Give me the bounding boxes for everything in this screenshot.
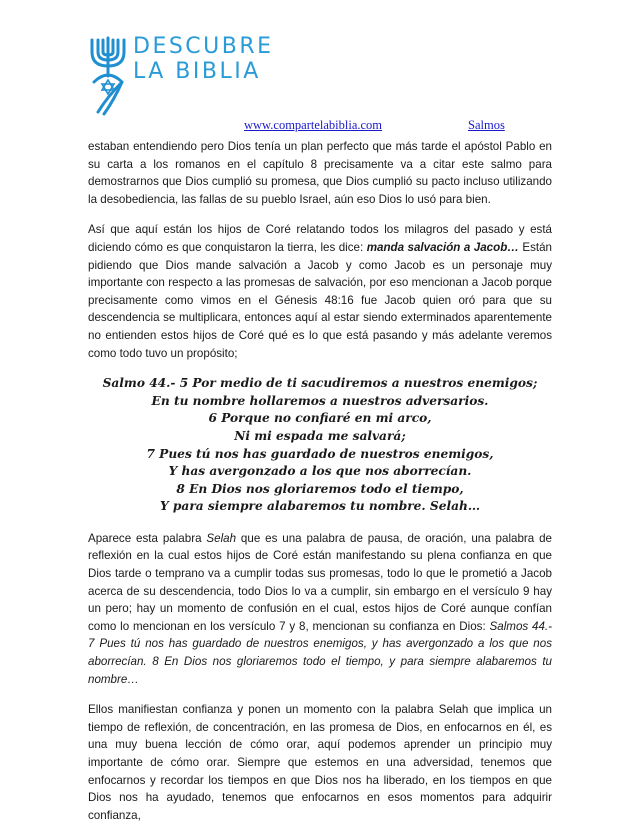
paragraph-3-text-c: que es una palabra de pausa, de oración, una palabra de reflexión en la cual estos hijos de Coré están manifestando su plena confianza en que Dios tarde o temprano va a cumplir todas sus promesas, todo lo que le prometió a Jacob acerca de su descendencia, todo Dios lo va a cumplir, sin embargo en el versículo 9 hay un pero; hay un momento de confusión en el cual, estos hijos de Coré aunque confían como lo mencionan en los versículo 7 y 8, mencionan su confianza en Dios: xyxy=(88,531,552,633)
paragraph-3 xyxy=(88,530,552,688)
paragraph-2-text-a: Así que aquí están los hijos de Coré relatando todos los milagros del pasado y está diciendo cómo es que conquistaron la tierra, les dice: xyxy=(88,223,552,254)
verse-line: Salmo 44.- 5 Por medio de ti sacudiremos a nuestros enemigos; xyxy=(102,376,538,391)
psalm-quote-block xyxy=(88,375,552,516)
verse-line: Y has avergonzado a los que nos aborrecían. xyxy=(168,464,472,479)
logo-line-2: LA BIBLIA xyxy=(133,59,261,84)
logo-wordmark xyxy=(133,34,274,84)
paragraph-3-text-a: Aparece esta palabra xyxy=(88,531,207,545)
verse-line: 6 Porque no confiaré en mi arco, xyxy=(208,411,432,426)
logo-line-1: DESCUBRE xyxy=(133,34,274,59)
paragraph-4: Ellos manifiestan confianza y ponen un momento con la palabra Selah que implica un tiempo de reflexión, de concentración, en las promesa de Dios, en enfocarnos en él, es una muy buena lección de cómo orar, aquí podemos aprender un principio muy importante de cómo orar. Siempre que estemos en una adversidad, tenemos que enfocarnos y recordar los tiempos en que Dios nos ha liberado, en los tiempos en que Dios nos ha ayudado, tenemos que enfocarnos en esos momentos para adquirir confianza, xyxy=(88,703,552,822)
paragraph-2-emphasis: manda salvación a Jacob… xyxy=(366,240,519,254)
verse-line: 7 Pues tú nos has guardado de nuestros enemigos, xyxy=(146,446,494,461)
document-body xyxy=(88,138,552,837)
verse-line: Ni mi espada me salvará; xyxy=(234,428,406,443)
verse-line: En tu nombre hollaremos a nuestros adversarios. xyxy=(151,393,489,408)
paragraph-1: estaban entendiendo pero Dios tenía un plan perfecto que más tarde el apóstol Pablo en su carta a los romanos en el capítulo 8 precisamente va a citar este salmo para demostrarnos que Dios cumplió su promesa, que Dios cumplió su pacto incluso utilizando la desobediencia, las fallas de su pueblo Israel, aún eso Dios lo usó para bien. xyxy=(88,140,552,206)
salmos-link[interactable]: Salmos xyxy=(468,118,505,132)
verse-line: 8 En Dios nos gloriaremos todo el tiempo, xyxy=(176,481,464,496)
verse-line: Y para siempre alabaremos tu nombre. Selah… xyxy=(159,499,481,514)
paragraph-3-quote: Salmos 44.- 7 Pues tú nos has guardado de nuestros enemigos, y has avergonzado a los que nos aborrecían. 8 En Dios nos gloriaremos todo el tiempo, y para siempre alabaremos tu nombre… xyxy=(88,619,552,686)
paragraph-3-selah: Selah xyxy=(206,531,237,545)
paragraph-2 xyxy=(88,221,552,362)
header-links xyxy=(0,118,638,134)
paragraph-2-text-c: Están pidiendo que Dios mande salvación a Jacob y como Jacob es un personaje muy importante con respecto a las promesas de salvación, por eso mencionan a Jacob porque precisamente como vimos en el Génesis 48:16 fue Jacob quien oró para que su descendencia se multiplicara, entonces aquí al estar siendo exterminados aparentemente no entienden estos hijos de Coré qué es lo que está pasando y más adelante veremos como todo tuvo un propósito; xyxy=(88,240,552,360)
site-link[interactable]: www.compartelabiblia.com xyxy=(244,118,383,132)
